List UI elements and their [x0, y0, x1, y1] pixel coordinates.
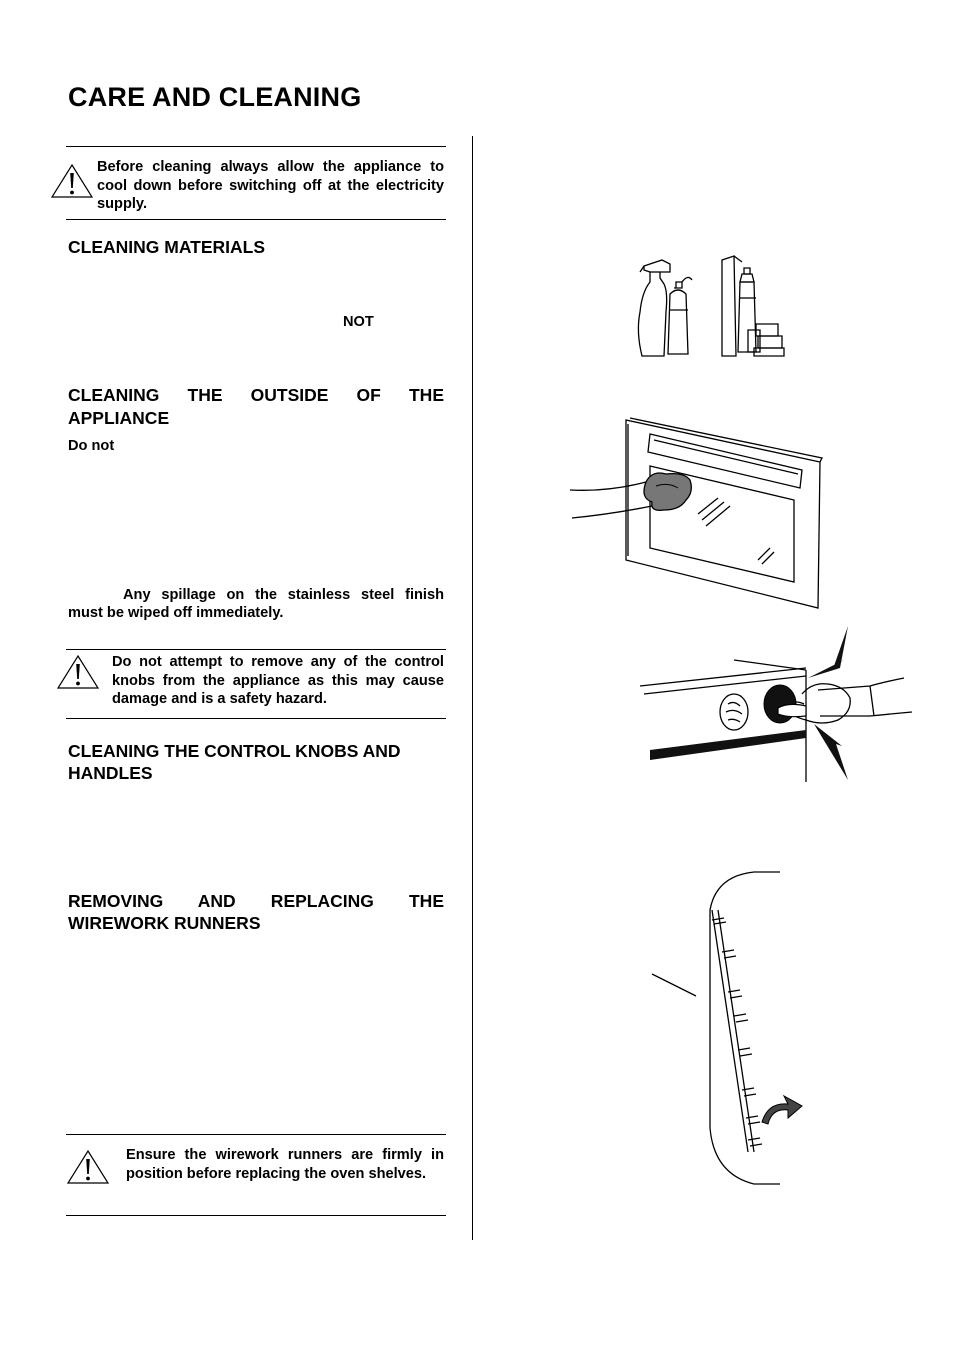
warning-bottom-rule: [66, 718, 446, 719]
spillage-text-line2: must be wiped off immediately.: [68, 605, 284, 621]
section-heading-knobs-line2: HANDLES: [68, 763, 153, 783]
column-divider: [472, 136, 473, 1240]
section-heading-runners-line1: REMOVING AND REPLACING THE: [68, 891, 444, 911]
section-heading-outside-line1: CLEANING THE OUTSIDE OF THE: [68, 385, 444, 405]
spillage-text-line1: Any spillage on the stainless steel finish: [123, 587, 444, 603]
warning-top-rule: [66, 1134, 446, 1135]
materials-fragment-text: NOT: [343, 314, 374, 330]
control-knob-hazard-icon: [638, 620, 914, 790]
cleaning-products-icon: [630, 252, 790, 362]
warning-bottom-rule: [66, 219, 446, 220]
section-heading-runners-line2: WIREWORK RUNNERS: [68, 913, 261, 933]
warning-knobs-text: Do not attempt to remove any of the control knobs from the appliance as this may cause damage and is a safety hazard.: [112, 654, 444, 708]
warning-top-rule: [66, 649, 446, 650]
warning-triangle-icon: [57, 655, 99, 689]
oven-door-wipe-icon: [568, 414, 828, 614]
page-title: CARE AND CLEANING: [68, 82, 362, 112]
section-heading-knobs-line1: CLEANING THE CONTROL KNOBS AND: [68, 741, 401, 761]
warning-top-rule: [66, 146, 446, 147]
warning-triangle-icon: [67, 1150, 109, 1184]
warning-triangle-icon: [51, 164, 93, 198]
warning-runners-text: Ensure the wirework runners are firmly in position before replacing the oven shelves.: [126, 1147, 444, 1182]
wirework-runner-icon: [650, 868, 810, 1192]
section-heading-outside-line2: APPLIANCE: [68, 408, 170, 428]
warning-cool-down-text: Before cleaning always allow the appliance to cool down before switching off at the electricity supply.: [97, 159, 444, 213]
outside-fragment-text: Do not: [68, 438, 115, 454]
section-heading-cleaning-materials: CLEANING MATERIALS: [68, 237, 266, 257]
warning-bottom-rule: [66, 1215, 446, 1216]
